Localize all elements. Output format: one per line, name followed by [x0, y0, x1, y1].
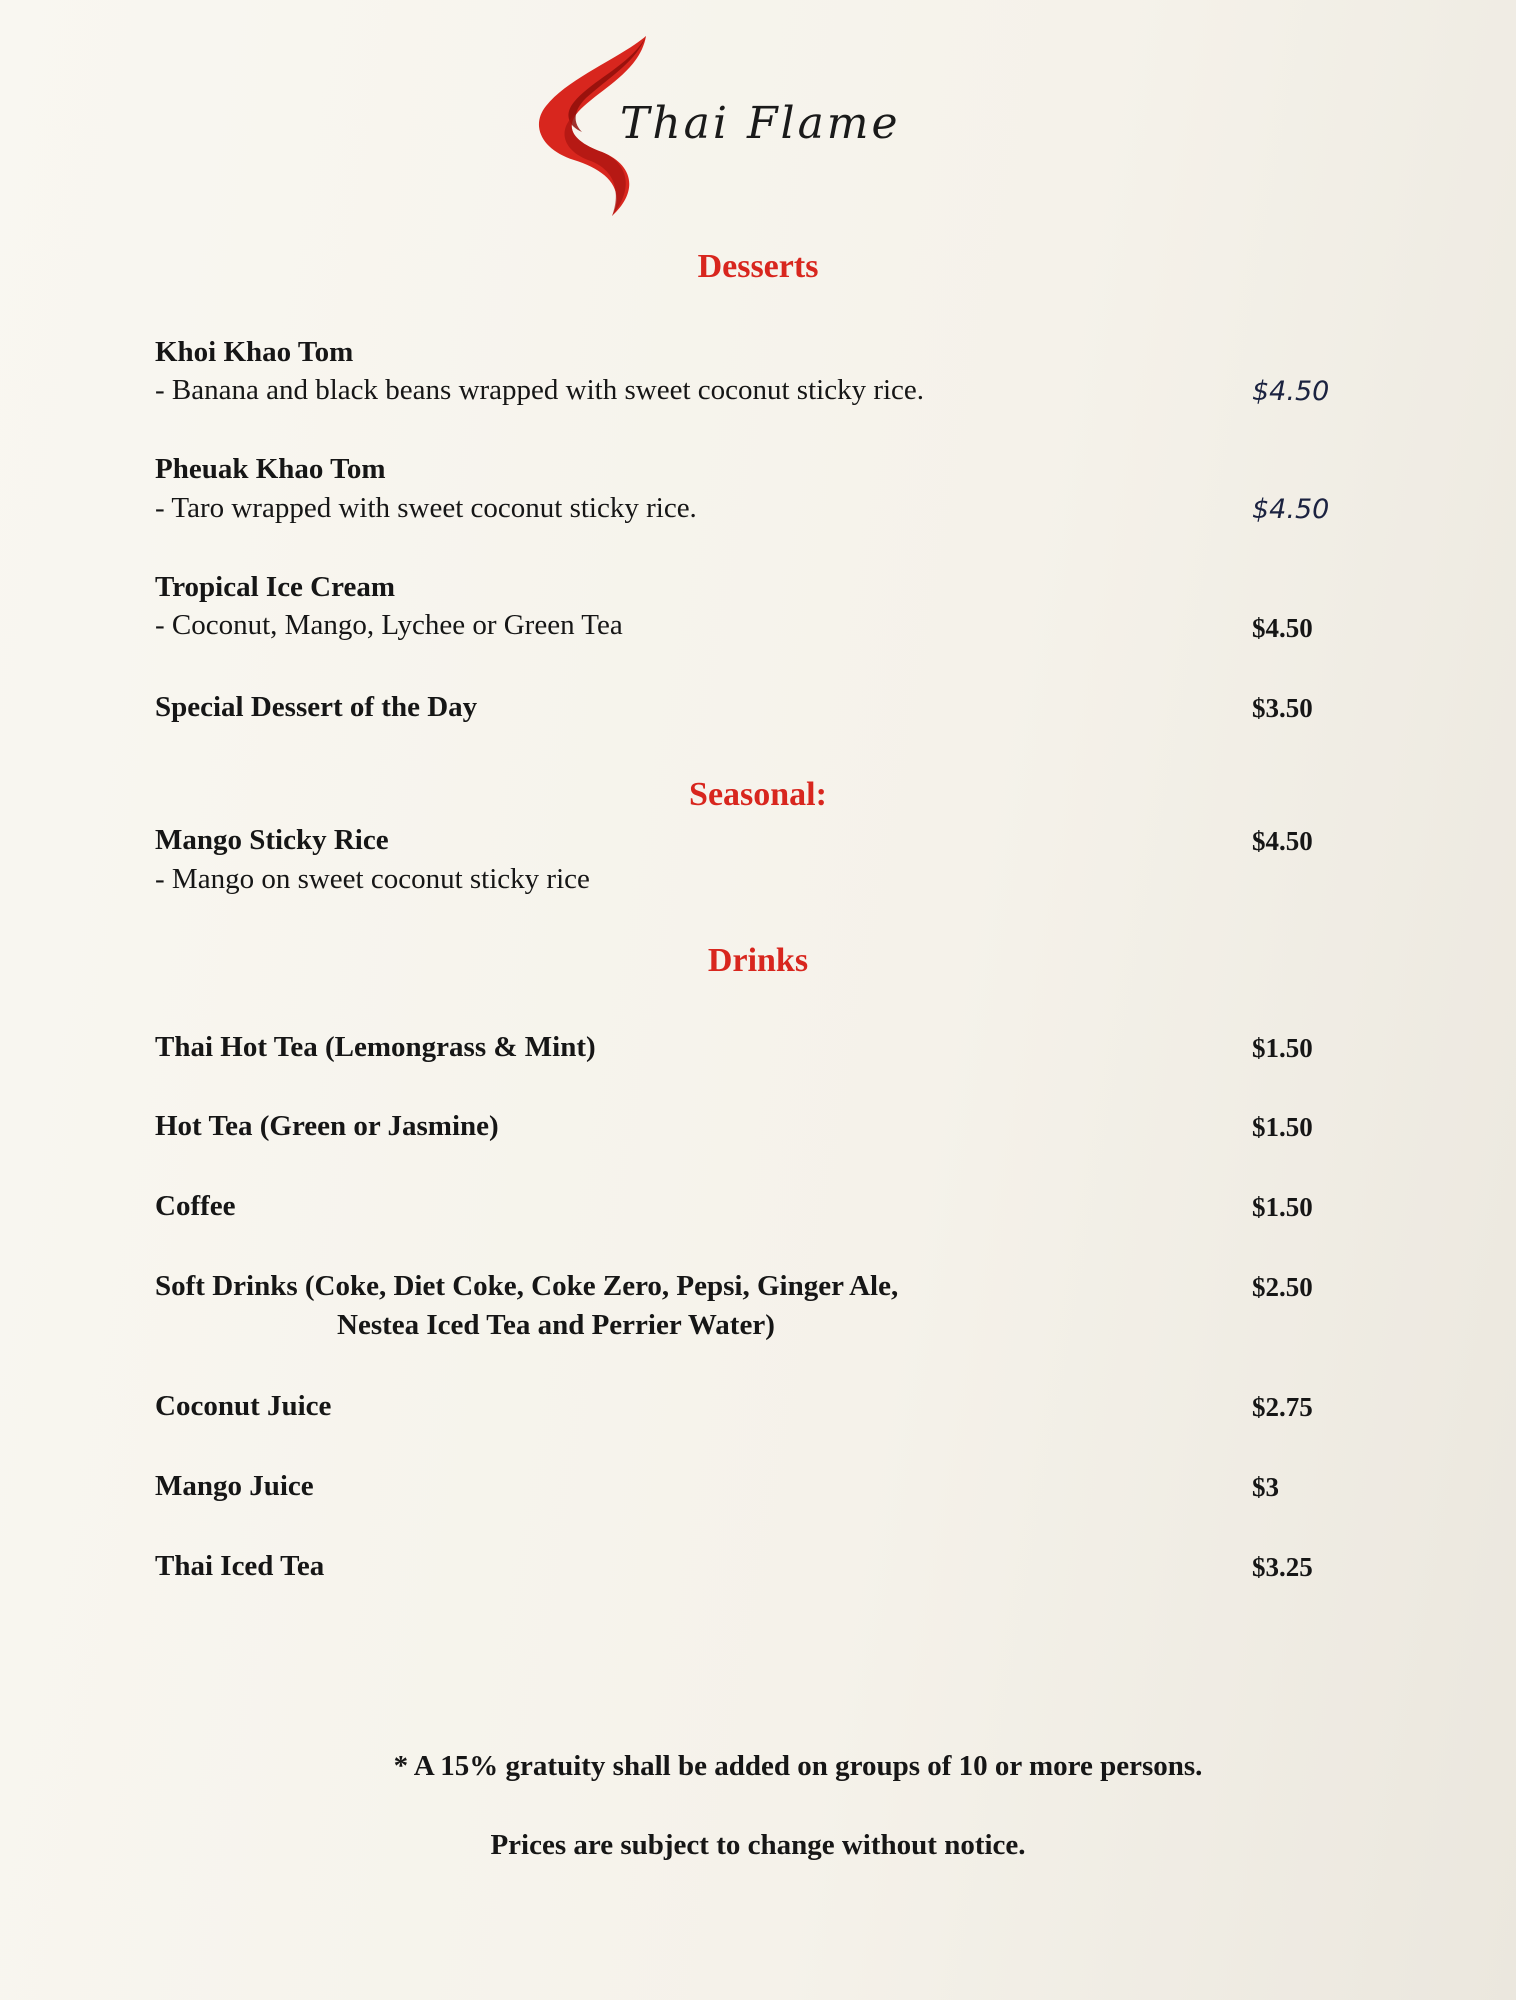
drink-name: Thai Hot Tea (Lemongrass & Mint): [155, 1031, 596, 1063]
drinks-heading: Drinks: [707, 942, 809, 979]
seasonal-item-description: - Mango on sweet coconut sticky rice: [155, 863, 590, 895]
dessert-description: - Banana and black beans wrapped with sweet coconut sticky rice.: [155, 374, 925, 406]
drink-name: Coffee: [155, 1190, 236, 1222]
dessert-price: $4.50: [1252, 376, 1330, 407]
drink-price: $3.25: [1252, 1552, 1313, 1582]
dessert-description: - Taro wrapped with sweet coconut sticky rice.: [155, 492, 697, 524]
dessert-name: Special Dessert of the Day: [155, 691, 478, 723]
drink-name-continued: Nestea Iced Tea and Perrier Water): [337, 1309, 775, 1341]
desserts-heading: Desserts: [697, 248, 819, 285]
dessert-name: Khoi Khao Tom: [155, 336, 354, 368]
dessert-price: $4.50: [1252, 613, 1313, 643]
dessert-description: - Coconut, Mango, Lychee or Green Tea: [155, 609, 623, 641]
drink-name: Soft Drinks (Coke, Diet Coke, Coke Zero, Pepsi, Ginger Ale,: [155, 1270, 899, 1302]
drink-name: Mango Juice: [155, 1470, 314, 1502]
drink-name: Hot Tea (Green or Jasmine): [155, 1110, 499, 1142]
drink-price: $3: [1252, 1472, 1279, 1502]
dessert-price: $4.50: [1252, 494, 1330, 525]
drink-name: Thai Iced Tea: [155, 1550, 325, 1582]
drink-price: $2.75: [1252, 1392, 1313, 1422]
seasonal-item-name: Mango Sticky Rice: [155, 824, 389, 856]
gratuity-note: * A 15% gratuity shall be added on groups of 10 or more persons.: [393, 1750, 1203, 1782]
drink-price: $1.50: [1252, 1192, 1313, 1222]
drink-name: Coconut Juice: [155, 1390, 332, 1422]
drink-price: $2.50: [1252, 1272, 1313, 1302]
dessert-name: Pheuak Khao Tom: [155, 453, 386, 485]
dessert-name: Tropical Ice Cream: [155, 571, 396, 603]
seasonal-item-price: $4.50: [1252, 826, 1313, 856]
drink-price: $1.50: [1252, 1033, 1313, 1063]
thai-flame-logo: [528, 28, 998, 218]
dessert-price: $3.50: [1252, 693, 1313, 723]
price-notice: Prices are subject to change without notice.: [490, 1829, 1026, 1861]
drink-price: $1.50: [1252, 1112, 1313, 1142]
logo-wordmark: Thai Flame: [620, 98, 901, 149]
seasonal-heading: Seasonal:: [689, 776, 827, 813]
